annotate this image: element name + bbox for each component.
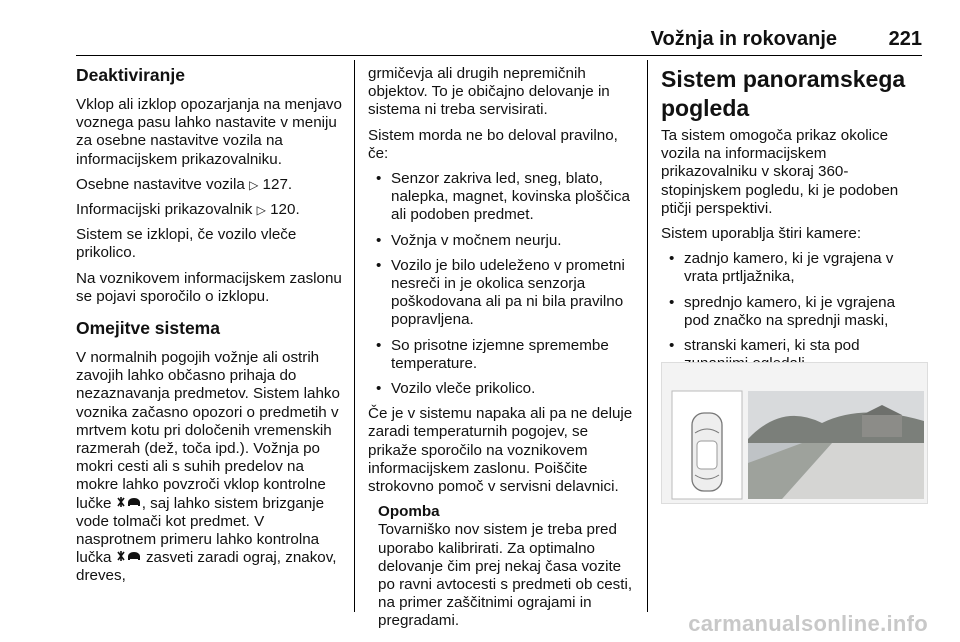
paragraph: Vklop ali izklop opozarjanja na menjavo voznega pasu lahko nastavite v meniju za osebne nastavitve vozila na informacijskem prikazovalniku.: [76, 96, 342, 168]
list-item: • stranski kameri, ki sta pod: [669, 337, 860, 355]
note-box: [368, 503, 636, 630]
column-divider: [354, 60, 355, 612]
section-heading-omejitve: Omejitve sistema: [76, 318, 220, 339]
bullet-icon: •: [376, 170, 382, 188]
header-rule: [76, 55, 922, 56]
bullet-icon: •: [669, 293, 675, 311]
paragraph: Sistem se izklopi, če vozilo vleče prikolico.: [76, 226, 297, 262]
watermark: carmanualsonline.info: [688, 611, 928, 636]
paragraph: grmičevja ali drugih nepremičnih objektov. To je običajno delovanje in sistema ni treba servisirati.: [368, 65, 610, 119]
paragraph: Sistem morda ne bo deloval pravilno, če:: [368, 126, 618, 162]
panoramic-view-illustration: [662, 363, 927, 503]
page-reference-link[interactable]: 127.: [262, 175, 293, 193]
paragraph: Če je v sistemu napaka ali pa ne deluje zaradi temperaturnih pogojev, se prikaže sporočilo na voznikovem informacijskem zaslonu. Poiščite strokovno pomoč v servisni delavnici.: [368, 405, 633, 496]
column-middle: [368, 65, 636, 631]
paragraph: Sistem uporablja štiri kamere:: [661, 225, 862, 243]
bullet-icon: •: [669, 250, 675, 268]
header-title: Vožnja in rokovanje: [650, 28, 837, 50]
paragraph: Ta sistem omogoča prikaz okolice vozila na informacijskem prikazovalniku v skoraj 360-stopinjskem pogledu, ki je podoben ptičji perspektivi.: [661, 127, 899, 217]
list-item: • zadnjo kamero, ki je vgrajena v vrata prtljažnika,: [669, 250, 894, 286]
list-item: • Vožnja v močnem neurju.: [376, 231, 562, 249]
blind-spot-warning-icon: [116, 550, 142, 562]
page-header: [76, 22, 922, 56]
section-heading-deaktiviranje: Deaktiviranje: [76, 65, 185, 85]
bullet-list: [368, 170, 636, 398]
column-left: [76, 65, 348, 593]
section-heading-panoramski: Sistem panoramskega pogleda: [661, 66, 906, 121]
column-right: [661, 65, 923, 380]
paragraph: Informacijski prikazovalnik ▷ 120.: [76, 201, 300, 219]
bullet-list: [661, 250, 923, 373]
page-number: 221: [888, 28, 922, 50]
blind-spot-warning-icon: [116, 496, 142, 508]
bullet-icon: •: [376, 231, 382, 249]
paragraph: Osebne nastavitve vozila ▷ 127.: [76, 175, 293, 193]
paragraph: V normalnih pogojih vožnje ali ostrih zavojih lahko občasno prihaja do nezaznavanja predmetov. Sistem lahko voznika začasno opozori o predmetih v mrtvem kotu pri določenih vremenskih razmerah (dež, toča ipd.). Vožnja po mokri cesti ali s suhih predelov na mokre lahko povzroči vklop kontrolne lučke , saj lahko sistem brizganje vode tolmači kot predmet. V nasprotnem primeru lahko kontrolna lučka zasveti zaradi ograj, znakov, dreves,: [76, 349, 340, 585]
paragraph: Na voznikovem informacijskem zaslonu se pojavi sporočilo o izklopu.: [76, 269, 342, 305]
list-item: • Vozilo je bilo udeleženo v prometni nesreči in je okolica senzorja poškodovana ali pa ni bila pravilno popravljena.: [376, 256, 625, 329]
column-divider: [647, 60, 648, 612]
list-item: • Senzor zakriva led, sneg, blato, nalepka, magnet, kovinska ploščica ali podoben predmet.: [376, 170, 630, 224]
ref-arrow-icon: ▷: [256, 203, 266, 218]
note-text: Tovarniško nov sistem je treba pred uporabo kalibrirati. Za optimalno delovanje čim prej nekaj časa vozite po ravni avtocesti s predmeti ob cesti, na primer zaščitnimi ograjami in pregradami.: [378, 521, 633, 630]
bullet-icon: •: [376, 256, 382, 274]
bullet-icon: •: [376, 336, 382, 354]
note-title: Opomba: [378, 503, 440, 521]
camera-view-image: [661, 362, 928, 504]
list-item: • Vozilo vleče prikolico.: [376, 380, 536, 398]
bullet-icon: •: [669, 337, 675, 355]
list-item: • So prisotne izjemne spremembe temperature.: [376, 336, 609, 372]
page-reference-link[interactable]: 120.: [270, 201, 300, 219]
ref-arrow-icon: ▷: [249, 177, 259, 192]
list-item: • sprednjo kamero, ki je vgrajena pod značko na sprednji maski,: [669, 293, 896, 329]
bullet-icon: •: [376, 380, 382, 398]
